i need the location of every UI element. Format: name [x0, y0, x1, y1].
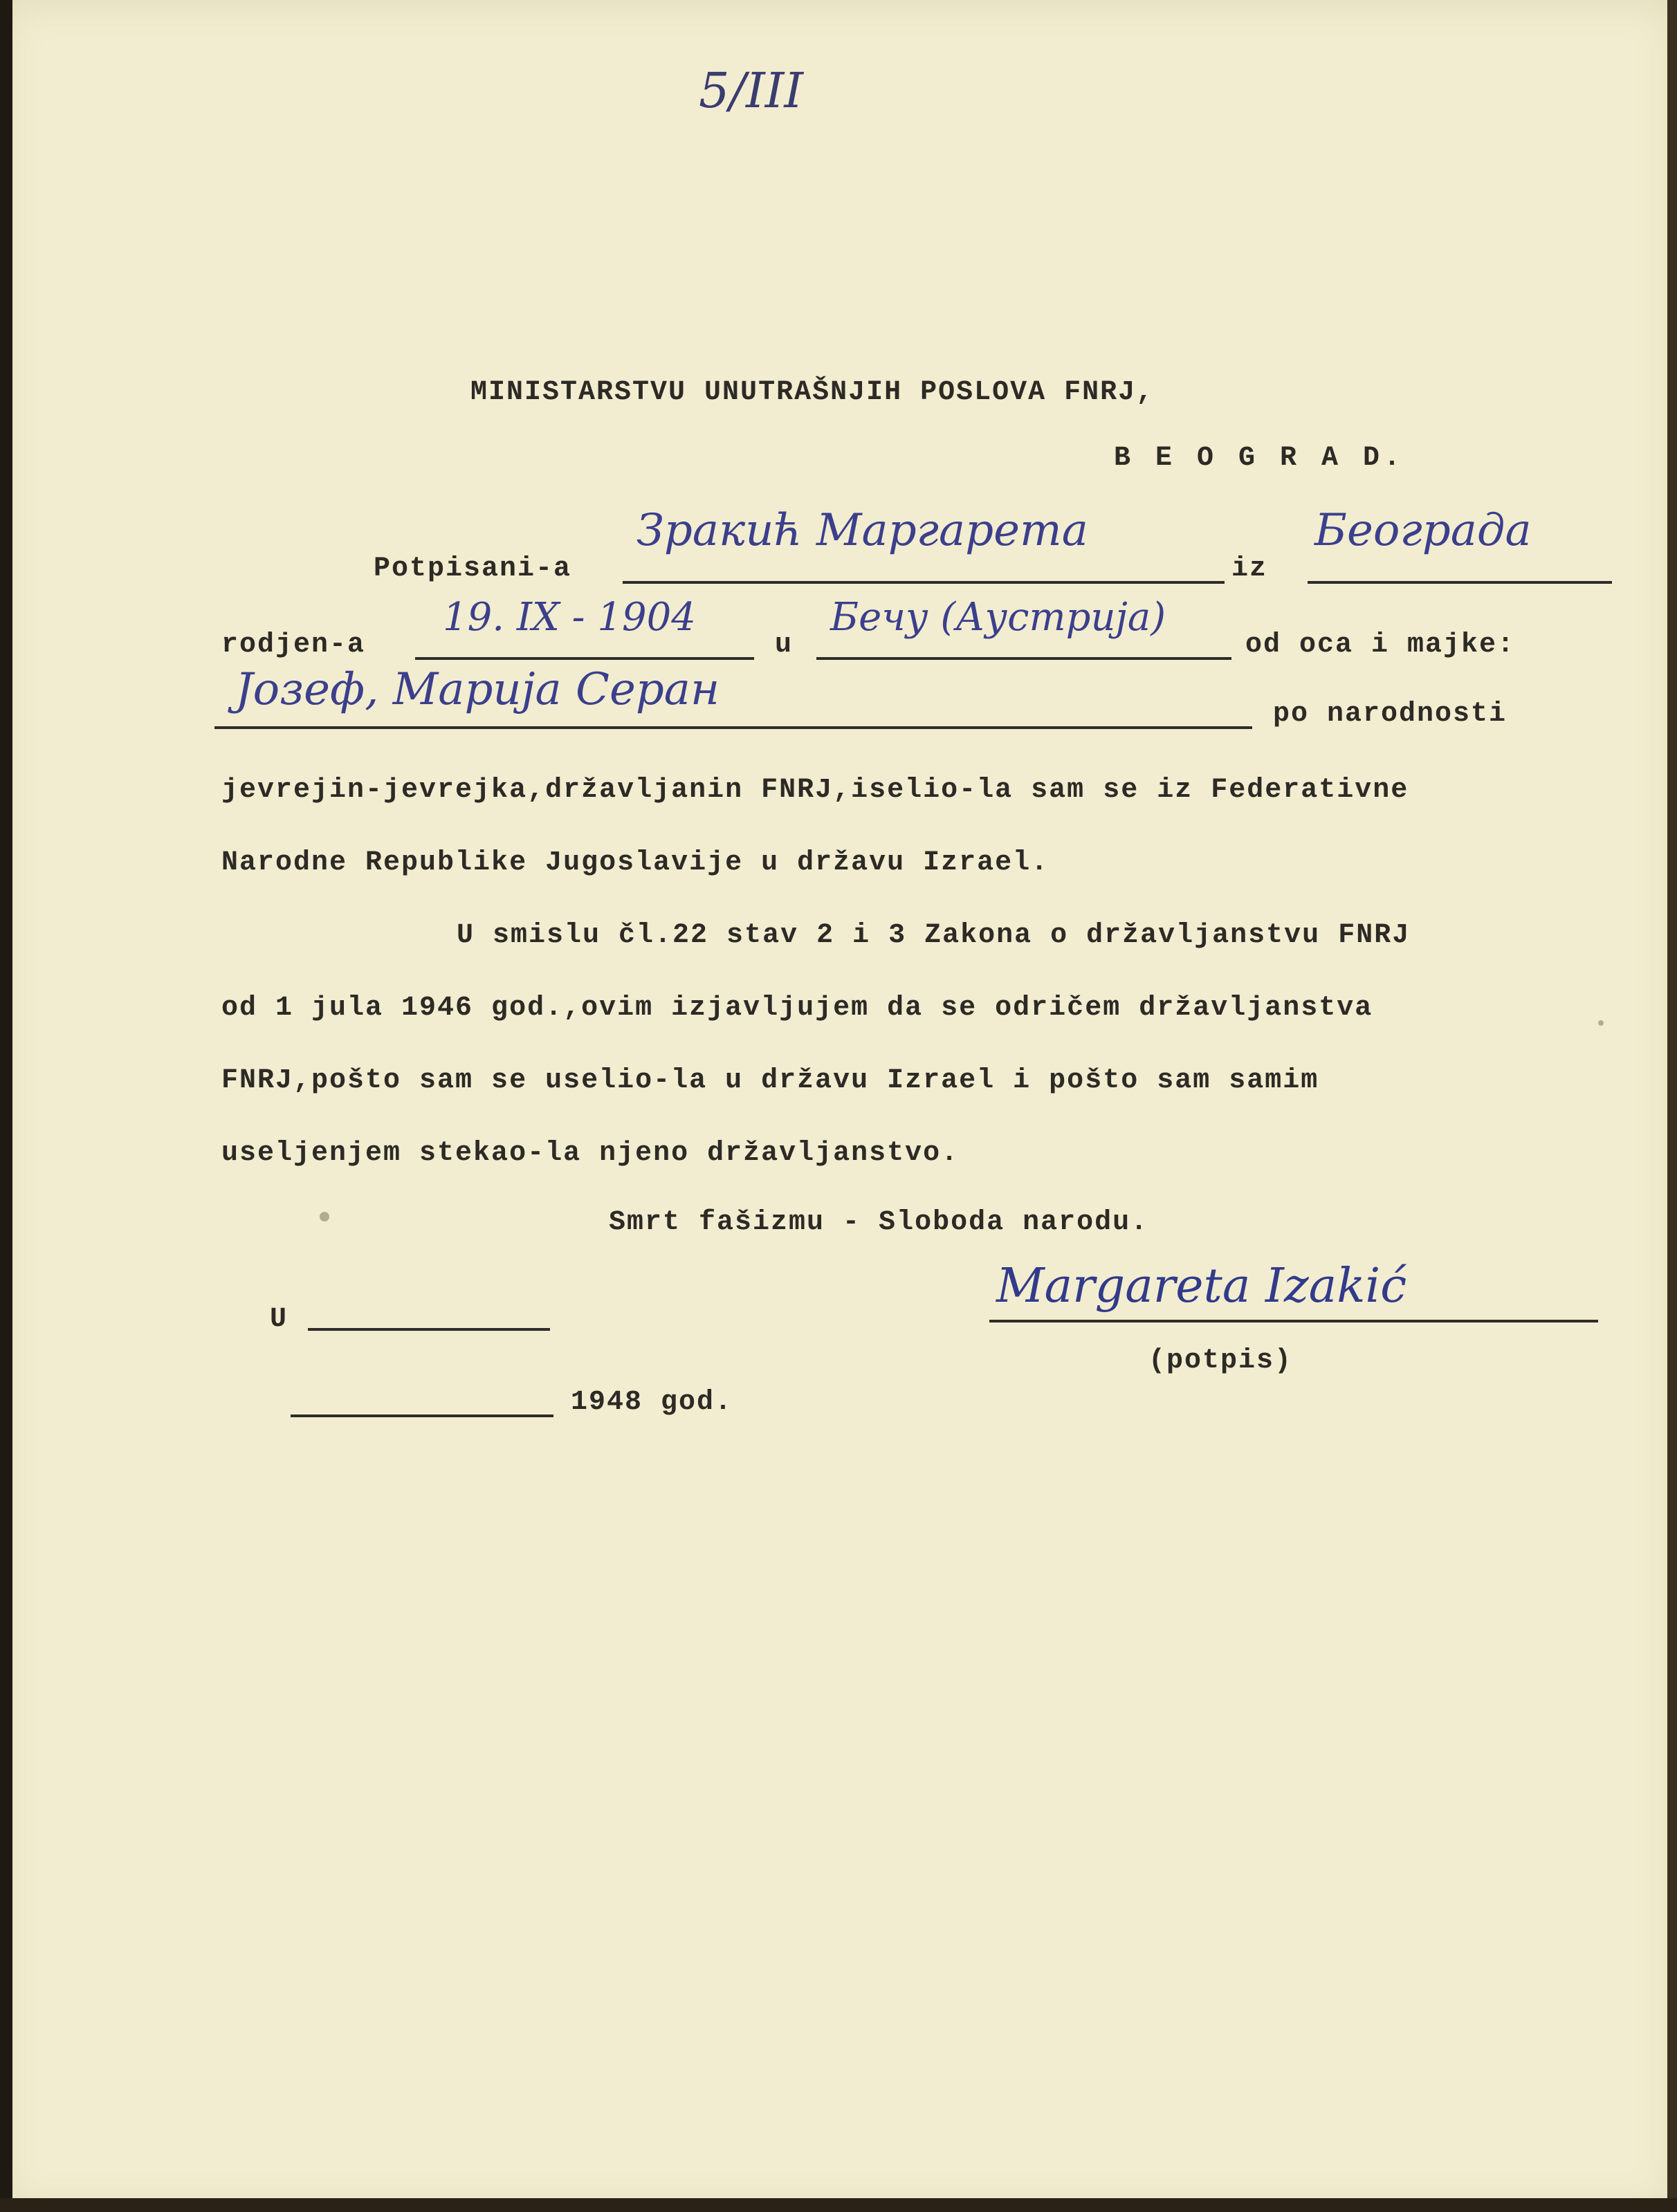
scan-edge-left [0, 0, 12, 2212]
born-label: rodjen-a [221, 629, 366, 661]
para2-line-3: FNRJ,pošto sam se uselio-la u državu Izrael i pošto sam samim [221, 1065, 1319, 1096]
city-heading: B E O G R A D. [1114, 443, 1405, 474]
signed-name-line [623, 581, 1225, 584]
date-line [291, 1414, 553, 1417]
place-label: U [270, 1304, 288, 1335]
birth-date-handwritten: 19. IX - 1904 [443, 595, 696, 640]
birth-date-line [415, 657, 754, 660]
slogan: Smrt fašizmu - Sloboda narodu. [609, 1207, 1149, 1238]
signed-name-handwritten: Зракић Маргарета [636, 505, 1088, 556]
parents-handwritten: Јозеф, Марија Серан [235, 664, 720, 715]
para2-line-1: U smislu čl.22 stav 2 i 3 Zakona o državljanstvu FNRJ [457, 920, 1411, 951]
scan-speck [320, 1212, 329, 1222]
from-city-line [1308, 581, 1612, 584]
parents-label: od oca i majke: [1245, 629, 1516, 661]
birth-place-line [816, 657, 1231, 660]
parents-line [214, 726, 1252, 729]
birth-place-handwritten: Бечу (Аустрија) [830, 595, 1166, 640]
para2-line-2: od 1 jula 1946 god.,ovim izjavljujem da se odričem državljanstva [221, 993, 1373, 1024]
text-line-4: Narodne Republike Jugoslavije u državu Izrael. [221, 847, 1050, 878]
archive-reference: 5/III [699, 62, 804, 119]
para2-line-4: useljenjem stekao-la njeno državljanstvo. [221, 1138, 960, 1169]
nationality-label: po narodnosti [1273, 699, 1508, 730]
from-city-handwritten: Београда [1314, 505, 1532, 556]
year-text: 1948 god. [571, 1387, 733, 1418]
from-label: iz [1231, 553, 1268, 584]
place-line [308, 1328, 550, 1331]
scan-edge-right [1667, 0, 1677, 2212]
text-line-3: jevrejin-jevrejka,državljanin FNRJ,iselio-la sam se iz Federativne [221, 775, 1409, 806]
signature-handwritten: Margareta Izakić [996, 1259, 1407, 1314]
scan-speck [1598, 1020, 1604, 1026]
scan-edge-bottom [0, 2198, 1677, 2212]
in-label: u [775, 629, 794, 661]
addressee: MINISTARSTVU UNUTRAŠNJIH POSLOVA FNRJ, [470, 377, 1155, 408]
signed-label: Potpisani-a [374, 553, 572, 584]
signature-label: (potpis) [1148, 1345, 1293, 1376]
signature-line [989, 1320, 1598, 1322]
